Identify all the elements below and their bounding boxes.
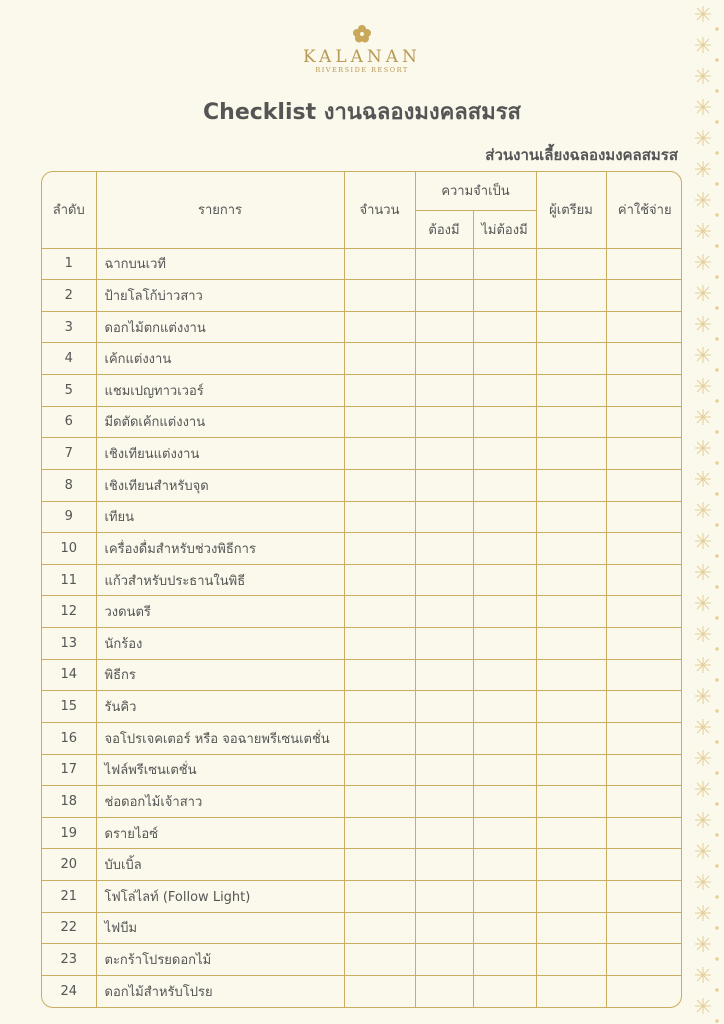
table-row (42, 375, 682, 407)
row-item: ดอกไม้ตกแต่งงาน (96, 311, 344, 343)
row-cost-cell[interactable] (606, 628, 682, 660)
row-cost-cell[interactable] (606, 691, 682, 723)
row-not-required-cell[interactable] (473, 849, 536, 881)
row-required-cell[interactable] (415, 438, 473, 470)
row-not-required-cell[interactable] (473, 343, 536, 375)
row-preparer-cell[interactable] (536, 659, 606, 691)
row-item: เชิงเทียนสำหรับจุด (96, 469, 344, 501)
row-not-required-cell[interactable] (473, 912, 536, 944)
row-quantity-cell[interactable] (344, 817, 415, 849)
row-item: บับเบิ้ล (96, 849, 344, 881)
row-preparer-cell[interactable] (536, 564, 606, 596)
row-required-cell[interactable] (415, 248, 473, 280)
row-preparer-cell[interactable] (536, 975, 606, 1007)
row-required-cell[interactable] (415, 533, 473, 565)
row-cost-cell[interactable] (606, 754, 682, 786)
table-row (42, 881, 682, 913)
row-item: ฉากบนเวที (96, 248, 344, 280)
row-cost-cell[interactable] (606, 501, 682, 533)
row-number: 22 (42, 912, 96, 944)
row-preparer-cell[interactable] (536, 628, 606, 660)
row-item: รันคิว (96, 691, 344, 723)
header-cost: ค่าใช้จ่าย (606, 172, 682, 248)
row-item: ตะกร้าโปรยดอกไม้ (96, 944, 344, 976)
table-row (42, 659, 682, 691)
row-number: 11 (42, 564, 96, 596)
table-row (42, 975, 682, 1007)
row-number: 1 (42, 248, 96, 280)
row-quantity-cell[interactable] (344, 248, 415, 280)
row-quantity-cell[interactable] (344, 533, 415, 565)
brand-subtitle: RIVERSIDE RESORT (315, 66, 409, 74)
row-item: พิธีกร (96, 659, 344, 691)
row-required-cell[interactable] (415, 722, 473, 754)
row-required-cell[interactable] (415, 975, 473, 1007)
row-required-cell[interactable] (415, 881, 473, 913)
row-not-required-cell[interactable] (473, 469, 536, 501)
row-not-required-cell[interactable] (473, 754, 536, 786)
table-row (42, 596, 682, 628)
row-preparer-cell[interactable] (536, 596, 606, 628)
row-number: 7 (42, 438, 96, 470)
row-quantity-cell[interactable] (344, 280, 415, 312)
row-number: 17 (42, 754, 96, 786)
row-item: มีดตัดเค้กแต่งงาน (96, 406, 344, 438)
row-cost-cell[interactable] (606, 469, 682, 501)
section-subtitle: ส่วนงานเลี้ยงฉลองมงคลสมรส (485, 146, 678, 164)
row-preparer-cell[interactable] (536, 406, 606, 438)
header-order: ลำดับ (42, 172, 96, 248)
table-row (42, 849, 682, 881)
row-cost-cell[interactable] (606, 248, 682, 280)
row-number: 19 (42, 817, 96, 849)
brand-name: KALANAN (303, 47, 421, 67)
row-number: 16 (42, 722, 96, 754)
table-row (42, 311, 682, 343)
row-preparer-cell[interactable] (536, 944, 606, 976)
header-item: รายการ (96, 172, 344, 248)
row-quantity-cell[interactable] (344, 849, 415, 881)
row-required-cell[interactable] (415, 564, 473, 596)
row-quantity-cell[interactable] (344, 438, 415, 470)
table-row (42, 564, 682, 596)
row-item: ไฟบีม (96, 912, 344, 944)
row-not-required-cell[interactable] (473, 280, 536, 312)
row-quantity-cell[interactable] (344, 628, 415, 660)
table-row (42, 691, 682, 723)
row-preparer-cell[interactable] (536, 912, 606, 944)
row-quantity-cell[interactable] (344, 375, 415, 407)
table-row (42, 754, 682, 786)
row-preparer-cell[interactable] (536, 248, 606, 280)
row-not-required-cell[interactable] (473, 659, 536, 691)
row-quantity-cell[interactable] (344, 912, 415, 944)
row-number: 10 (42, 533, 96, 565)
row-quantity-cell[interactable] (344, 786, 415, 818)
row-not-required-cell[interactable] (473, 944, 536, 976)
row-required-cell[interactable] (415, 469, 473, 501)
row-cost-cell[interactable] (606, 564, 682, 596)
row-required-cell[interactable] (415, 596, 473, 628)
row-number: 4 (42, 343, 96, 375)
row-preparer-cell[interactable] (536, 311, 606, 343)
row-preparer-cell[interactable] (536, 343, 606, 375)
row-required-cell[interactable] (415, 343, 473, 375)
header-quantity: จำนวน (344, 172, 415, 248)
row-item: ช่อดอกไม้เจ้าสาว (96, 786, 344, 818)
table-row (42, 912, 682, 944)
table-row (42, 786, 682, 818)
row-quantity-cell[interactable] (344, 596, 415, 628)
row-cost-cell[interactable] (606, 786, 682, 818)
row-preparer-cell[interactable] (536, 849, 606, 881)
row-cost-cell[interactable] (606, 596, 682, 628)
table-row (42, 817, 682, 849)
row-not-required-cell[interactable] (473, 248, 536, 280)
row-preparer-cell[interactable] (536, 817, 606, 849)
row-not-required-cell[interactable] (473, 501, 536, 533)
row-number: 6 (42, 406, 96, 438)
row-cost-cell[interactable] (606, 343, 682, 375)
row-item: ไฟล์พรีเซนเตชั่น (96, 754, 344, 786)
row-preparer-cell[interactable] (536, 722, 606, 754)
row-required-cell[interactable] (415, 406, 473, 438)
row-cost-cell[interactable] (606, 849, 682, 881)
row-item: ดรายไอซ์ (96, 817, 344, 849)
row-item: ป้ายโลโก้บ่าวสาว (96, 280, 344, 312)
row-item: แก้วสำหรับประธานในพิธี (96, 564, 344, 596)
row-quantity-cell[interactable] (344, 975, 415, 1007)
row-quantity-cell[interactable] (344, 754, 415, 786)
row-quantity-cell[interactable] (344, 659, 415, 691)
checklist-table-container (41, 171, 682, 1008)
row-not-required-cell[interactable] (473, 628, 536, 660)
row-quantity-cell[interactable] (344, 469, 415, 501)
flower-logo-icon (351, 24, 373, 44)
table-row (42, 280, 682, 312)
row-not-required-cell[interactable] (473, 691, 536, 723)
header-not-required: ไม่ต้องมี (473, 210, 536, 248)
row-quantity-cell[interactable] (344, 944, 415, 976)
row-preparer-cell[interactable] (536, 280, 606, 312)
table-row (42, 343, 682, 375)
row-cost-cell[interactable] (606, 406, 682, 438)
row-required-cell[interactable] (415, 944, 473, 976)
row-not-required-cell[interactable] (473, 596, 536, 628)
row-number: 18 (42, 786, 96, 818)
row-item: ดอกไม้สำหรับโปรย (96, 975, 344, 1007)
row-number: 15 (42, 691, 96, 723)
row-required-cell[interactable] (415, 280, 473, 312)
table-row (42, 406, 682, 438)
row-preparer-cell[interactable] (536, 691, 606, 723)
row-cost-cell[interactable] (606, 438, 682, 470)
row-preparer-cell[interactable] (536, 438, 606, 470)
row-required-cell[interactable] (415, 375, 473, 407)
row-number: 21 (42, 881, 96, 913)
row-required-cell[interactable] (415, 501, 473, 533)
header-necessity: ความจำเป็น (415, 172, 536, 210)
row-not-required-cell[interactable] (473, 881, 536, 913)
row-item: เทียน (96, 501, 344, 533)
row-required-cell[interactable] (415, 628, 473, 660)
table-row (42, 722, 682, 754)
row-cost-cell[interactable] (606, 817, 682, 849)
row-cost-cell[interactable] (606, 280, 682, 312)
row-item: เค้กแต่งงาน (96, 343, 344, 375)
row-not-required-cell[interactable] (473, 817, 536, 849)
row-quantity-cell[interactable] (344, 881, 415, 913)
table-row (42, 533, 682, 565)
row-preparer-cell[interactable] (536, 881, 606, 913)
table-row (42, 469, 682, 501)
row-item: เครื่องดื่มสำหรับช่วงพิธีการ (96, 533, 344, 565)
row-preparer-cell[interactable] (536, 533, 606, 565)
row-item: วงดนตรี (96, 596, 344, 628)
row-cost-cell[interactable] (606, 944, 682, 976)
row-quantity-cell[interactable] (344, 722, 415, 754)
table-row (42, 628, 682, 660)
table-row (42, 438, 682, 470)
row-item: แชมเปญทาวเวอร์ (96, 375, 344, 407)
row-number: 12 (42, 596, 96, 628)
row-preparer-cell[interactable] (536, 501, 606, 533)
row-not-required-cell[interactable] (473, 406, 536, 438)
row-number: 8 (42, 469, 96, 501)
table-row (42, 248, 682, 280)
header-required: ต้องมี (415, 210, 473, 248)
row-quantity-cell[interactable] (344, 406, 415, 438)
row-cost-cell[interactable] (606, 881, 682, 913)
row-quantity-cell[interactable] (344, 691, 415, 723)
row-number: 13 (42, 628, 96, 660)
row-quantity-cell[interactable] (344, 564, 415, 596)
row-quantity-cell[interactable] (344, 501, 415, 533)
row-number: 14 (42, 659, 96, 691)
row-required-cell[interactable] (415, 659, 473, 691)
checklist-table (42, 172, 682, 1007)
row-number: 24 (42, 975, 96, 1007)
table-row (42, 501, 682, 533)
row-number: 5 (42, 375, 96, 407)
row-quantity-cell[interactable] (344, 311, 415, 343)
row-item: โฟโล่ไลท์ (Follow Light) (96, 881, 344, 913)
row-preparer-cell[interactable] (536, 375, 606, 407)
row-cost-cell[interactable] (606, 375, 682, 407)
row-required-cell[interactable] (415, 754, 473, 786)
row-required-cell[interactable] (415, 311, 473, 343)
row-required-cell[interactable] (415, 691, 473, 723)
row-preparer-cell[interactable] (536, 786, 606, 818)
row-cost-cell[interactable] (606, 722, 682, 754)
row-not-required-cell[interactable] (473, 311, 536, 343)
row-item: เชิงเทียนแต่งงาน (96, 438, 344, 470)
row-preparer-cell[interactable] (536, 469, 606, 501)
row-not-required-cell[interactable] (473, 438, 536, 470)
row-item: นักร้อง (96, 628, 344, 660)
row-item: จอโปรเจคเตอร์ หรือ จอฉายพรีเซนเตชั่น (96, 722, 344, 754)
row-not-required-cell[interactable] (473, 786, 536, 818)
brand-logo (0, 24, 724, 74)
row-number: 2 (42, 280, 96, 312)
row-number: 20 (42, 849, 96, 881)
sparkle-border-icon (690, 0, 724, 1024)
row-required-cell[interactable] (415, 817, 473, 849)
row-cost-cell[interactable] (606, 975, 682, 1007)
row-number: 3 (42, 311, 96, 343)
row-cost-cell[interactable] (606, 912, 682, 944)
header-preparer: ผู้เตรียม (536, 172, 606, 248)
row-not-required-cell[interactable] (473, 975, 536, 1007)
row-required-cell[interactable] (415, 849, 473, 881)
row-cost-cell[interactable] (606, 659, 682, 691)
row-not-required-cell[interactable] (473, 533, 536, 565)
row-quantity-cell[interactable] (344, 343, 415, 375)
table-row (42, 944, 682, 976)
row-required-cell[interactable] (415, 786, 473, 818)
page-title: Checklist งานฉลองมงคลสมรส (203, 100, 521, 125)
row-preparer-cell[interactable] (536, 754, 606, 786)
row-not-required-cell[interactable] (473, 564, 536, 596)
row-not-required-cell[interactable] (473, 722, 536, 754)
row-cost-cell[interactable] (606, 311, 682, 343)
row-cost-cell[interactable] (606, 533, 682, 565)
row-required-cell[interactable] (415, 912, 473, 944)
row-number: 23 (42, 944, 96, 976)
row-not-required-cell[interactable] (473, 375, 536, 407)
row-number: 9 (42, 501, 96, 533)
